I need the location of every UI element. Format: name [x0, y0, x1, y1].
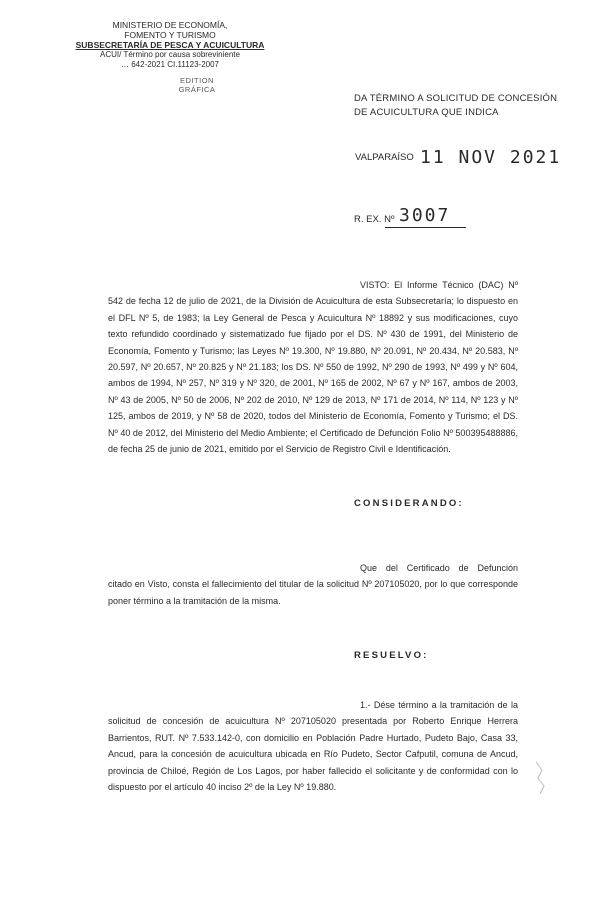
resolution-number: 3007 [385, 205, 466, 228]
date-stamp: 11 NOV 2021 [420, 147, 562, 168]
visto-first-line: VISTO: El Informe Técnico (DAC) Nº 542 de [108, 280, 518, 307]
resuelvo-paragraph [108, 697, 518, 795]
visto-paragraph [108, 277, 518, 457]
considerando-first-line: Que del Certificado de Defunción citado en [108, 563, 518, 590]
subject-line-2: DE ACUICULTURA QUE INDICA [354, 107, 499, 118]
place-label: VALPARAÍSO [355, 152, 414, 163]
resuelvo-body: solicitud de concesión de acuicultura Nº 207105020 presentada por Roberto Enrique Herrera Barrientos, RUT. Nº 7.533.142-0, con domicilio en Población Padre Hurtado, Pudeto Bajo, Casa 33, Ancud, para la concesión de acuicultura ubicada en Río Pudeto, Sector Cafputil, comuna de Ancud, provincia de Chiloé, Región de Los Lagos, por haber fallecido el solicitante y de conformidad con lo dispuesto por el artículo 40 inciso 2º de la Ley Nº 19.880. [108, 716, 518, 793]
ministry-line: MINISTERIO DE ECONOMÍA, [112, 20, 228, 30]
considerando-body: Visto, consta el fallecimiento del titular de la solicitud Nº 207105020, por lo que corresponde poner término a la tramitación de la misma. [108, 579, 519, 606]
margin-scribble-icon [532, 760, 552, 800]
ministry-line-2: FOMENTO Y TURISMO [124, 30, 216, 40]
letterhead [60, 20, 280, 70]
resolution-label: R. EX. Nº [354, 214, 395, 225]
file-reference-line: ACUI/ Término por causa sobreviniente [100, 50, 240, 59]
edition-stamp [167, 76, 227, 94]
margin-mark [532, 760, 552, 802]
stamp-line-2: GRÁFICA [178, 85, 216, 94]
undersecretariat-line: SUBSECRETARÍA DE PESCA Y ACUICULTURA [75, 40, 265, 50]
subject-line-1: DA TÉRMINO A SOLICITUD DE CONCESIÓN [354, 93, 558, 104]
considerando-heading: CONSIDERANDO: [354, 498, 464, 509]
subject-block [354, 92, 574, 120]
stamp-line-1: EDITION [180, 76, 214, 85]
considerando-paragraph [108, 560, 518, 609]
resuelvo-first-line: 1.- Dése término a la tramitación de la [360, 700, 518, 710]
file-number-line: … 642-2021 CI.11123-2007 [121, 60, 219, 69]
visto-body: fecha 12 de julio de 2021, de la División de Acuicultura de esta Subsecretaría; lo dispuesto en el DFL Nº 5, de 1983; la Ley General de Pesca y Acuicultura Nº 18892 y sus modificaciones, cuyo texto refundido coordinado y sistematizado fue fijado por el DS. Nº 430 de 1991, del Ministerio de Economía, Fomento y Turismo; las Leyes Nº 19.300, Nº 19.880, Nº 20.091, Nº 20.434, Nº 20.583, Nº 20.597, Nº 20.657, Nº 20.825 y Nº 21.183; los DS. Nº 550 de 1992, Nº 290 de 1993, Nº 499 y Nº 604, ambos de 1994, Nº 257, Nº 319 y Nº 320, de 2001, Nº 165 de 2002, Nº 67 y Nº 167, ambos de 2003, Nº 43 de 2005, Nº 50 de 2006, Nº 202 de 2010, Nº 129 de 2013, Nº 171 de 2014, Nº 114, Nº 123 y Nº 125, ambos de 2019, y Nº 58 de 2020, todos del Ministerio de Economía, Fomento y Turismo; el DS. Nº 40 de 2012, del Ministerio del Medio Ambiente; el Certificado de Defunción Folio Nº 500395488886, de fecha 25 de junio de 2021, emitido por el Servicio de Registro Civil e Identificación. [108, 296, 518, 455]
resuelvo-heading: RESUELVO: [354, 650, 429, 661]
